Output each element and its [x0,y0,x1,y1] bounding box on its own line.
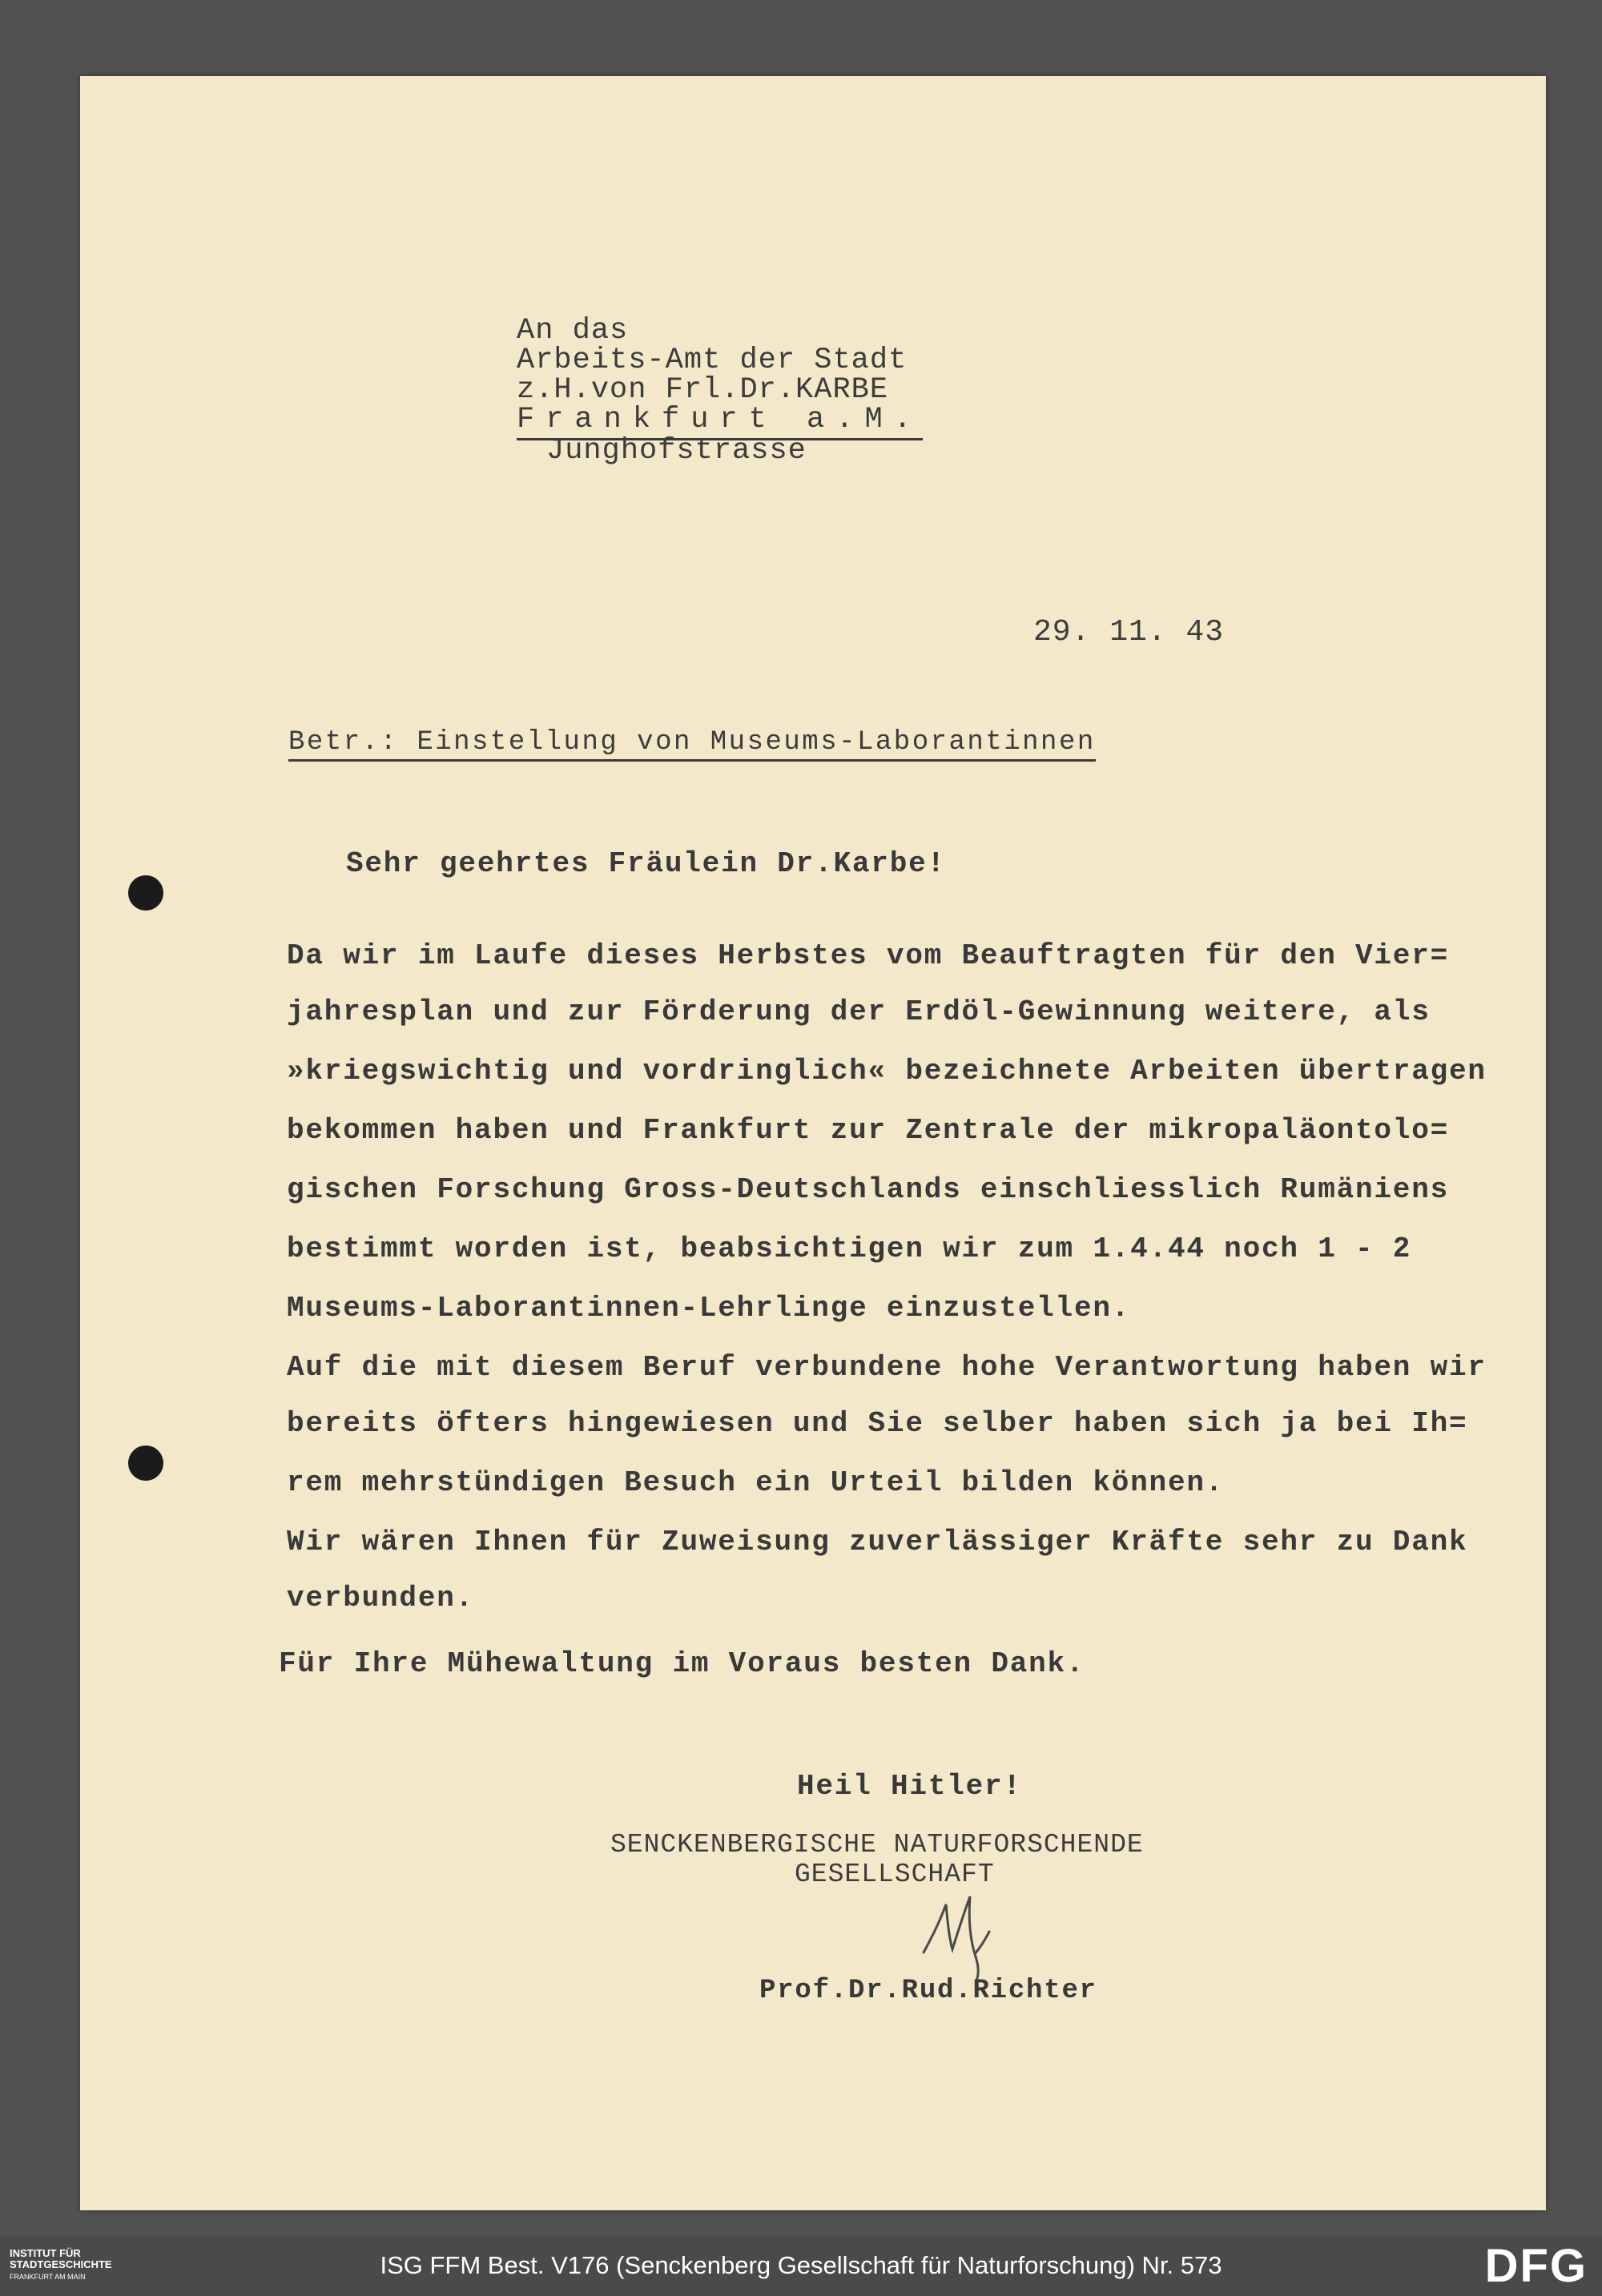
letter-closing: Heil Hitler! [797,1770,1022,1803]
archive-footer-bar [0,2237,1602,2296]
institute-name-line: STADTGESCHICHTE [10,2258,112,2270]
body-line: Auf die mit diesem Beruf verbundene hohe Verantwortung haben wir [287,1351,1487,1384]
body-line: bekommen haben und Frankfurt zur Zentrale der mikropaläontolo= [287,1114,1450,1147]
address-line: Arbeits-Amt der Stadt [517,344,908,377]
body-line: »kriegswichtig und vordringlich« bezeichnete Arbeiten übertragen [287,1055,1487,1088]
organization-line: SENCKENBERGISCHE NATURFORSCHENDE [610,1830,1144,1860]
institute-name-line: INSTITUT FÜR [10,2247,81,2259]
organization-line: GESELLSCHAFT [795,1860,995,1889]
body-line: Wir wären Ihnen für Zuweisung zuverlässiger Kräfte sehr zu Dank [287,1526,1468,1558]
letter-salutation: Sehr geehrtes Fräulein Dr.Karbe! [346,847,946,880]
address-line: z.H.von Frl.Dr.KARBE [517,373,889,407]
dfg-logo: DFG [1484,2240,1588,2292]
body-line: bereits öfters hingewiesen und Sie selber haben sich ja bei Ih= [287,1407,1468,1440]
body-line: Museums-Laborantinnen-Lehrlinge einzustellen. [287,1292,1131,1325]
letter-date: 29. 11. 43 [1033,615,1225,649]
handwritten-signature [917,1890,1005,1986]
body-line: verbunden. [287,1582,475,1614]
letter-subject: Betr.: Einstellung von Museums-Laborantinnen [288,727,1096,762]
archive-caption: ISG FFM Best. V176 (Senckenberg Gesellschaft für Naturforschung) Nr. 573 [380,2251,1222,2279]
body-line: bestimmt worden ist, beabsichtigen wir zum 1.4.44 noch 1 - 2 [287,1232,1412,1265]
institute-city: FRANKFURT AM MAIN [10,2273,86,2281]
punch-hole-top [128,875,163,911]
body-line: rem mehrstündigen Besuch ein Urteil bilden können. [287,1466,1225,1499]
signatory-name: Prof.Dr.Rud.Richter [759,1976,1097,2006]
body-line: jahresplan und zur Förderung der Erdöl-Gewinnung weitere, als [287,995,1431,1028]
body-line: gischen Forschung Gross-Deutschlands einschliesslich Rumäniens [287,1173,1450,1206]
punch-hole-bottom [128,1446,163,1481]
body-line: Für Ihre Mühewaltung im Voraus besten Dank. [279,1647,1085,1680]
body-line: Da wir im Laufe dieses Herbstes vom Beauftragten für den Vier= [287,939,1450,972]
address-line: An das [517,314,629,348]
address-line: Junghofstrasse [546,434,807,468]
address-city: Frankfurt a.M. [517,403,923,440]
